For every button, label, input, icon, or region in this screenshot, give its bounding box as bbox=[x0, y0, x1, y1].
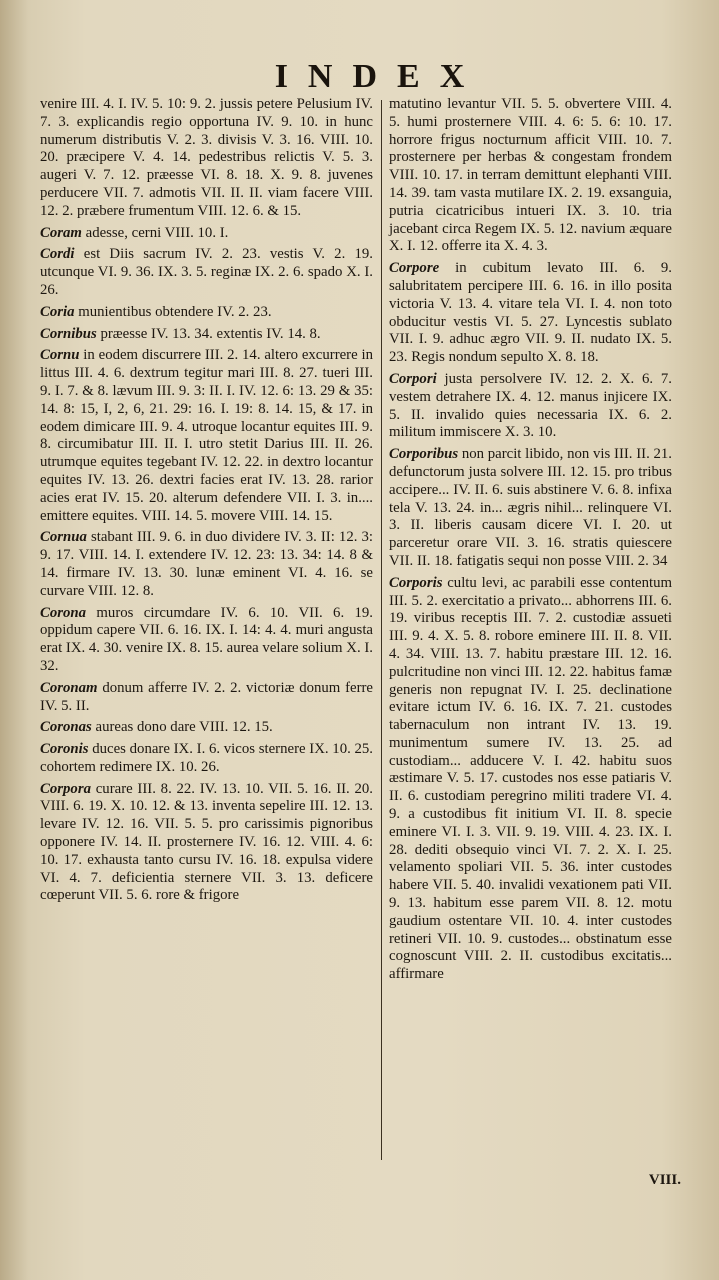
entry-references: stabant III. 9. 6. in duo dividere IV. 3. II: 12. 3: 9. 17. VIII. 14. I. extendere IV. 12. 23: 13. 34: 14. 8 & 14. firmare IV. 13. 30. lunæ eminent VI. 4. 16. se curvare VIII. 12. 8. bbox=[40, 529, 373, 599]
entry-headword: Corpora bbox=[40, 780, 91, 797]
index-entry bbox=[389, 446, 672, 571]
entry-headword: Coronas bbox=[40, 719, 92, 736]
index-entry bbox=[40, 304, 373, 322]
column-divider bbox=[381, 100, 382, 1160]
index-entry bbox=[389, 96, 672, 256]
index-entry bbox=[40, 246, 373, 299]
index-entry bbox=[40, 347, 373, 525]
entry-headword: Corporis bbox=[389, 574, 443, 591]
entry-references: non parcit libido, non vis III. II. 21. defunctorum justa solvere III. 12. 15. pro tribus accipere... IV. II. 6. suis abstinere V. 6. 8. infixa tela V. 13. 24. in... ægris nihil... relinquere VI. 3. II. liberis causam dicere VI. I. 20. ut parceretur orare VII. 3. 16. stratis quiescere VII. II. 18. fatigatis sequi non posse VIII. 2. 34 bbox=[389, 446, 672, 569]
entry-references: cultu levi, ac parabili esse contentum III. 5. 2. exercitatio a privato... abhorrens III. 6. 19. viribus receptis III. 7. 2. custodiæ assueti III. 9. 4. X. 5. 8. robore eminere III. II. 8. VII. 4. 34. VIII. 13. 7. habitu præstare III. 12. 16. pulcritudine non vinci III. 12. 22. habitus famæ generis non repugnat IV. I. 25. declinatione evitare ictum IV. 6. 16. IX. 7. 21. custodes tabernaculum non intrant IV. 13. 19. munimentum sumere IV. 13. 25. ad custodiam... adducere V. I. 42. habitu suos æstimare V. 5. 17. custodes nos esse patiaris V. II. 6. custodiam peregrino militi tradere VI. 4. 9. a custodibus fit initium VI. II. 8. specie eminere VI. I. 3. VII. 9. 19. VIII. 4. 23. IX. I. 28. dediti obsequio vinci VI. 7. 2. X. I. 25. velamento spoliari VII. 5. 36. inter custodes habere VII. 5. 40. invalidi vexationem pati VII. 9. 13. habitum esse parem VII. 8. 12. motu gaudium ostentare VII. 10. 4. inter custodes retineri VII. 10. 9. custodes... obstinatum esse cognoscunt VIII. 2. II. custodibus excitatis... affirmare bbox=[389, 574, 672, 983]
index-entry bbox=[40, 781, 373, 906]
index-entry bbox=[40, 680, 373, 716]
entry-references: venire III. 4. I. IV. 5. 10: 9. 2. jussis petere Pelusium IV. 7. 3. explicandis regio opportuna IV. 9. 10. in hunc numerum distributis V. 2. 3. divisis V. 3. 16. VIII. 10. 20. præcipere V. 4. 14. pedestribus relictis V. 5. 3. augeri V. 7. 12. præesse VI. 8. 18. X. 9. 8. juvenes perducere VII. 7. admotis VII. II. II. viam facere VIII. 12. 2. præbere frumentum VIII. 12. 6. & 15. bbox=[40, 96, 373, 219]
entry-headword: Cornu bbox=[40, 347, 80, 364]
index-entry bbox=[40, 326, 373, 344]
index-entry bbox=[389, 575, 672, 984]
left-column bbox=[40, 96, 373, 909]
entry-references: aureas dono dare VIII. 12. 15. bbox=[91, 719, 273, 736]
entry-references: adesse, cerni VIII. 10. I. bbox=[81, 224, 229, 241]
entry-headword: Coronis bbox=[40, 741, 89, 758]
index-entry bbox=[40, 741, 373, 777]
entry-references: justa persolvere IV. 12. 2. X. 6. 7. vestem detrahere IX. 4. 12. manus injicere IX. 5. II. invalido quies necessaria IX. 6. 2. militum immiscere X. 3. 10. bbox=[389, 370, 672, 441]
entry-references: duces donare IX. I. 6. vicos sternere IX. 10. 25. cohortem redimere IX. 10. 26. bbox=[40, 741, 373, 775]
index-entry bbox=[389, 260, 672, 367]
entry-headword: Corporibus bbox=[389, 446, 459, 463]
entry-references: matutino levantur VII. 5. 5. obvertere VIII. 4. 5. humi prosternere VIII. 4. 6: 5. 6: 10. 17. horrore frigus nocturnum afficit VIII. 10. 7. prosternere per herbas & congestam frondem VIII. 10. 17. in terram demittunt elephanti VIII. 14. 39. tam vasta mutilare IX. 2. 19. exsanguia, putria cicatricibus intueri IX. 3. 10. tria jacebant circa Regem IX. 5. 12. navium æquare X. I. 12. offerre ita X. 4. 3. bbox=[389, 96, 672, 255]
entry-headword: Cordi bbox=[40, 246, 75, 263]
index-entry bbox=[389, 371, 672, 442]
entry-references: donum afferre IV. 2. 2. victoriæ donum ferre IV. 5. II. bbox=[40, 679, 373, 714]
index-entry bbox=[40, 96, 373, 221]
entry-references: in eodem discurrere III. 2. 14. altero excurrere in littus III. 4. 6. dextrum tegitur mari III. 8. 27. tueri III. 9. I. 7. & 8. lævum III. 9. 3: II. I. IV. 12. 6: 13. 29 & 35: 14. 8: 15, I, 2, 6, 21. 29: 16. I. 19: 8. 14. 15, & 17. in eodem dimicare III. 9. 4. utroque locantur equites III. 9. 8. circumibatur III. II. I. utro stetit Darius III. II. 26. utrumque equites tegebant IV. 12. 22. in dextro locantur equites IV. 13. 26. dextri facies erat IV. 13. 28. rarior acies erat IV. 15. 20. alterum defendere VII. I. 3. in.... emittere equites. VIII. 14. 5. movere VIII. 14. 15. bbox=[40, 347, 373, 524]
entry-references: muros circumdare IV. 6. 10. VII. 6. 19. oppidum capere VII. 6. 16. IX. I. 14: 4. 4. muri angusta erat IX. 4. 30. venire IX. 8. 15. aurea velare solium X. I. 32. bbox=[40, 604, 373, 674]
index-entry bbox=[40, 719, 373, 737]
entry-references: est Diis sacrum IV. 2. 23. vestis V. 2. 19. utcunque VI. 9. 36. IX. 3. 5. reginæ IX. 2. 6. spado X. I. 26. bbox=[40, 246, 373, 298]
entry-headword: Coria bbox=[40, 303, 75, 320]
index-entry bbox=[40, 529, 373, 600]
entry-headword: Corona bbox=[40, 604, 87, 621]
entry-references: in cubitum levato III. 6. 9. salubritatem percipere III. 6. 16. in illo posita victoria V. 13. 4. vitare tela VI. I. 4. non toto obducitur vestis VI. 5. 27. Lyncestis sublato VII. I. 9. adhuc ægro VII. 9. II. nudato IX. 5. 23. Regis nondum sepulto X. 8. 18. bbox=[389, 260, 672, 366]
catchword: VIII. bbox=[648, 1172, 681, 1188]
right-column bbox=[389, 96, 672, 988]
entry-references: curare III. 8. 22. IV. 13. 10. VII. 5. 16. II. 20. VIII. 6. 19. X. 10. 12. & 13. inventa sepelire III. 12. 13. levare IV. 12. 16. VII. 5. 5. pro carissimis pignoribus opponere IV. 14. II. prosternere IV. 16. 12. VIII. 4. 6: 10. 17. exhausta tanto cursu IV. 16. 18. expulsa videre VI. 4. 7. deficientia sternere VII. 3. 13. deficere cœperunt VII. 5. 6. rore & frigore bbox=[40, 780, 373, 904]
entry-headword: Coram bbox=[40, 224, 82, 241]
entry-references: præesse IV. 13. 34. extentis IV. 14. 8. bbox=[96, 325, 321, 342]
entry-headword: Corpore bbox=[389, 260, 440, 277]
entry-headword: Cornua bbox=[40, 529, 87, 546]
index-entry bbox=[40, 225, 373, 243]
page-header-index: INDEX bbox=[274, 58, 485, 95]
entry-headword: Coronam bbox=[40, 679, 98, 696]
entry-headword: Corpori bbox=[389, 370, 437, 387]
index-entry bbox=[40, 605, 373, 676]
entry-headword: Cornibus bbox=[40, 325, 97, 342]
entry-references: munientibus obtendere IV. 2. 23. bbox=[74, 303, 272, 320]
